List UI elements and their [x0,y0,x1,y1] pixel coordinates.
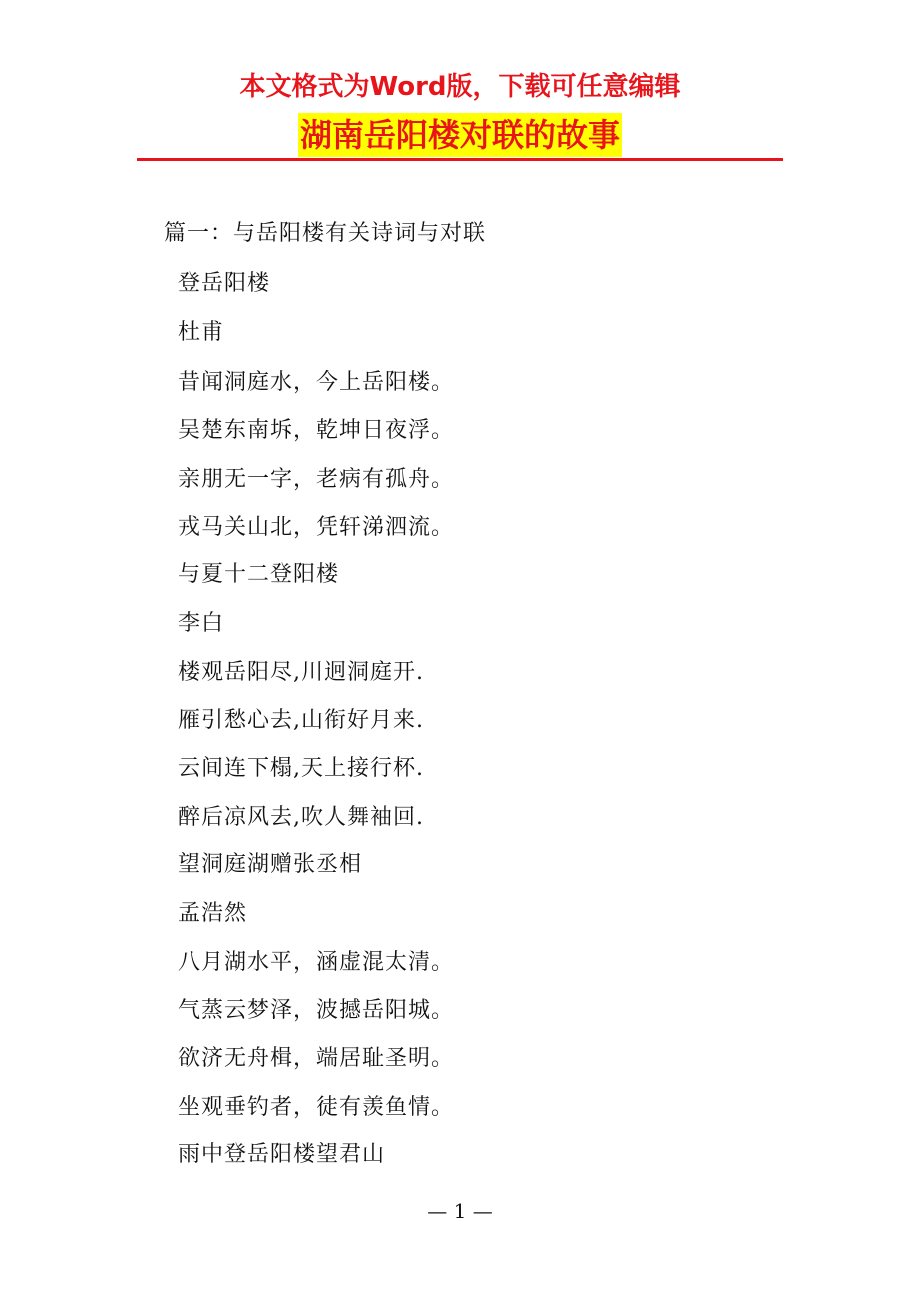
poem-line: 坐观垂钓者，徒有羡鱼情。 [178,1095,455,1120]
poem-title: 望洞庭湖赠张丞相 [178,852,363,877]
poem-line: 戎马关山北，凭轩涕泗流。 [178,515,455,540]
poem-line: 气蒸云梦泽，波撼岳阳城。 [178,998,455,1023]
poem-line: 吴楚东南坼，乾坤日夜浮。 [178,418,455,443]
poem-line: 亲朋无一字，老病有孤舟。 [178,467,455,492]
poem-line: 醉后凉风去,吹人舞袖回. [178,805,424,830]
page-number: — 1 — [427,1199,493,1223]
document-title: 湖南岳阳楼对联的故事 [298,113,622,157]
poem-line: 云间连下榻,天上接行杯. [178,756,424,781]
title-divider [137,158,783,161]
poem-line: 楼观岳阳尽,川迥洞庭开. [178,660,424,685]
poem-title: 与夏十二登阳楼 [178,562,340,587]
poem-author: 孟浩然 [178,901,248,926]
poem-title: 登岳阳楼 [178,271,271,296]
poem-line: 昔闻洞庭水，今上岳阳楼。 [178,370,455,395]
format-notice: 本文格式为Word版，下载可任意编辑 [239,72,681,102]
poem-author: 李白 [178,611,225,636]
poem-author: 杜甫 [178,320,225,345]
section-heading: 篇一：与岳阳楼有关诗词与对联 [164,221,487,246]
poem-line: 八月湖水平，涵虚混太清。 [178,950,455,975]
poem-title: 雨中登岳阳楼望君山 [178,1142,386,1167]
poem-line: 雁引愁心去,山衔好月来. [178,708,424,733]
poem-line: 欲济无舟楫，端居耻圣明。 [178,1046,455,1071]
title-container [0,113,920,157]
